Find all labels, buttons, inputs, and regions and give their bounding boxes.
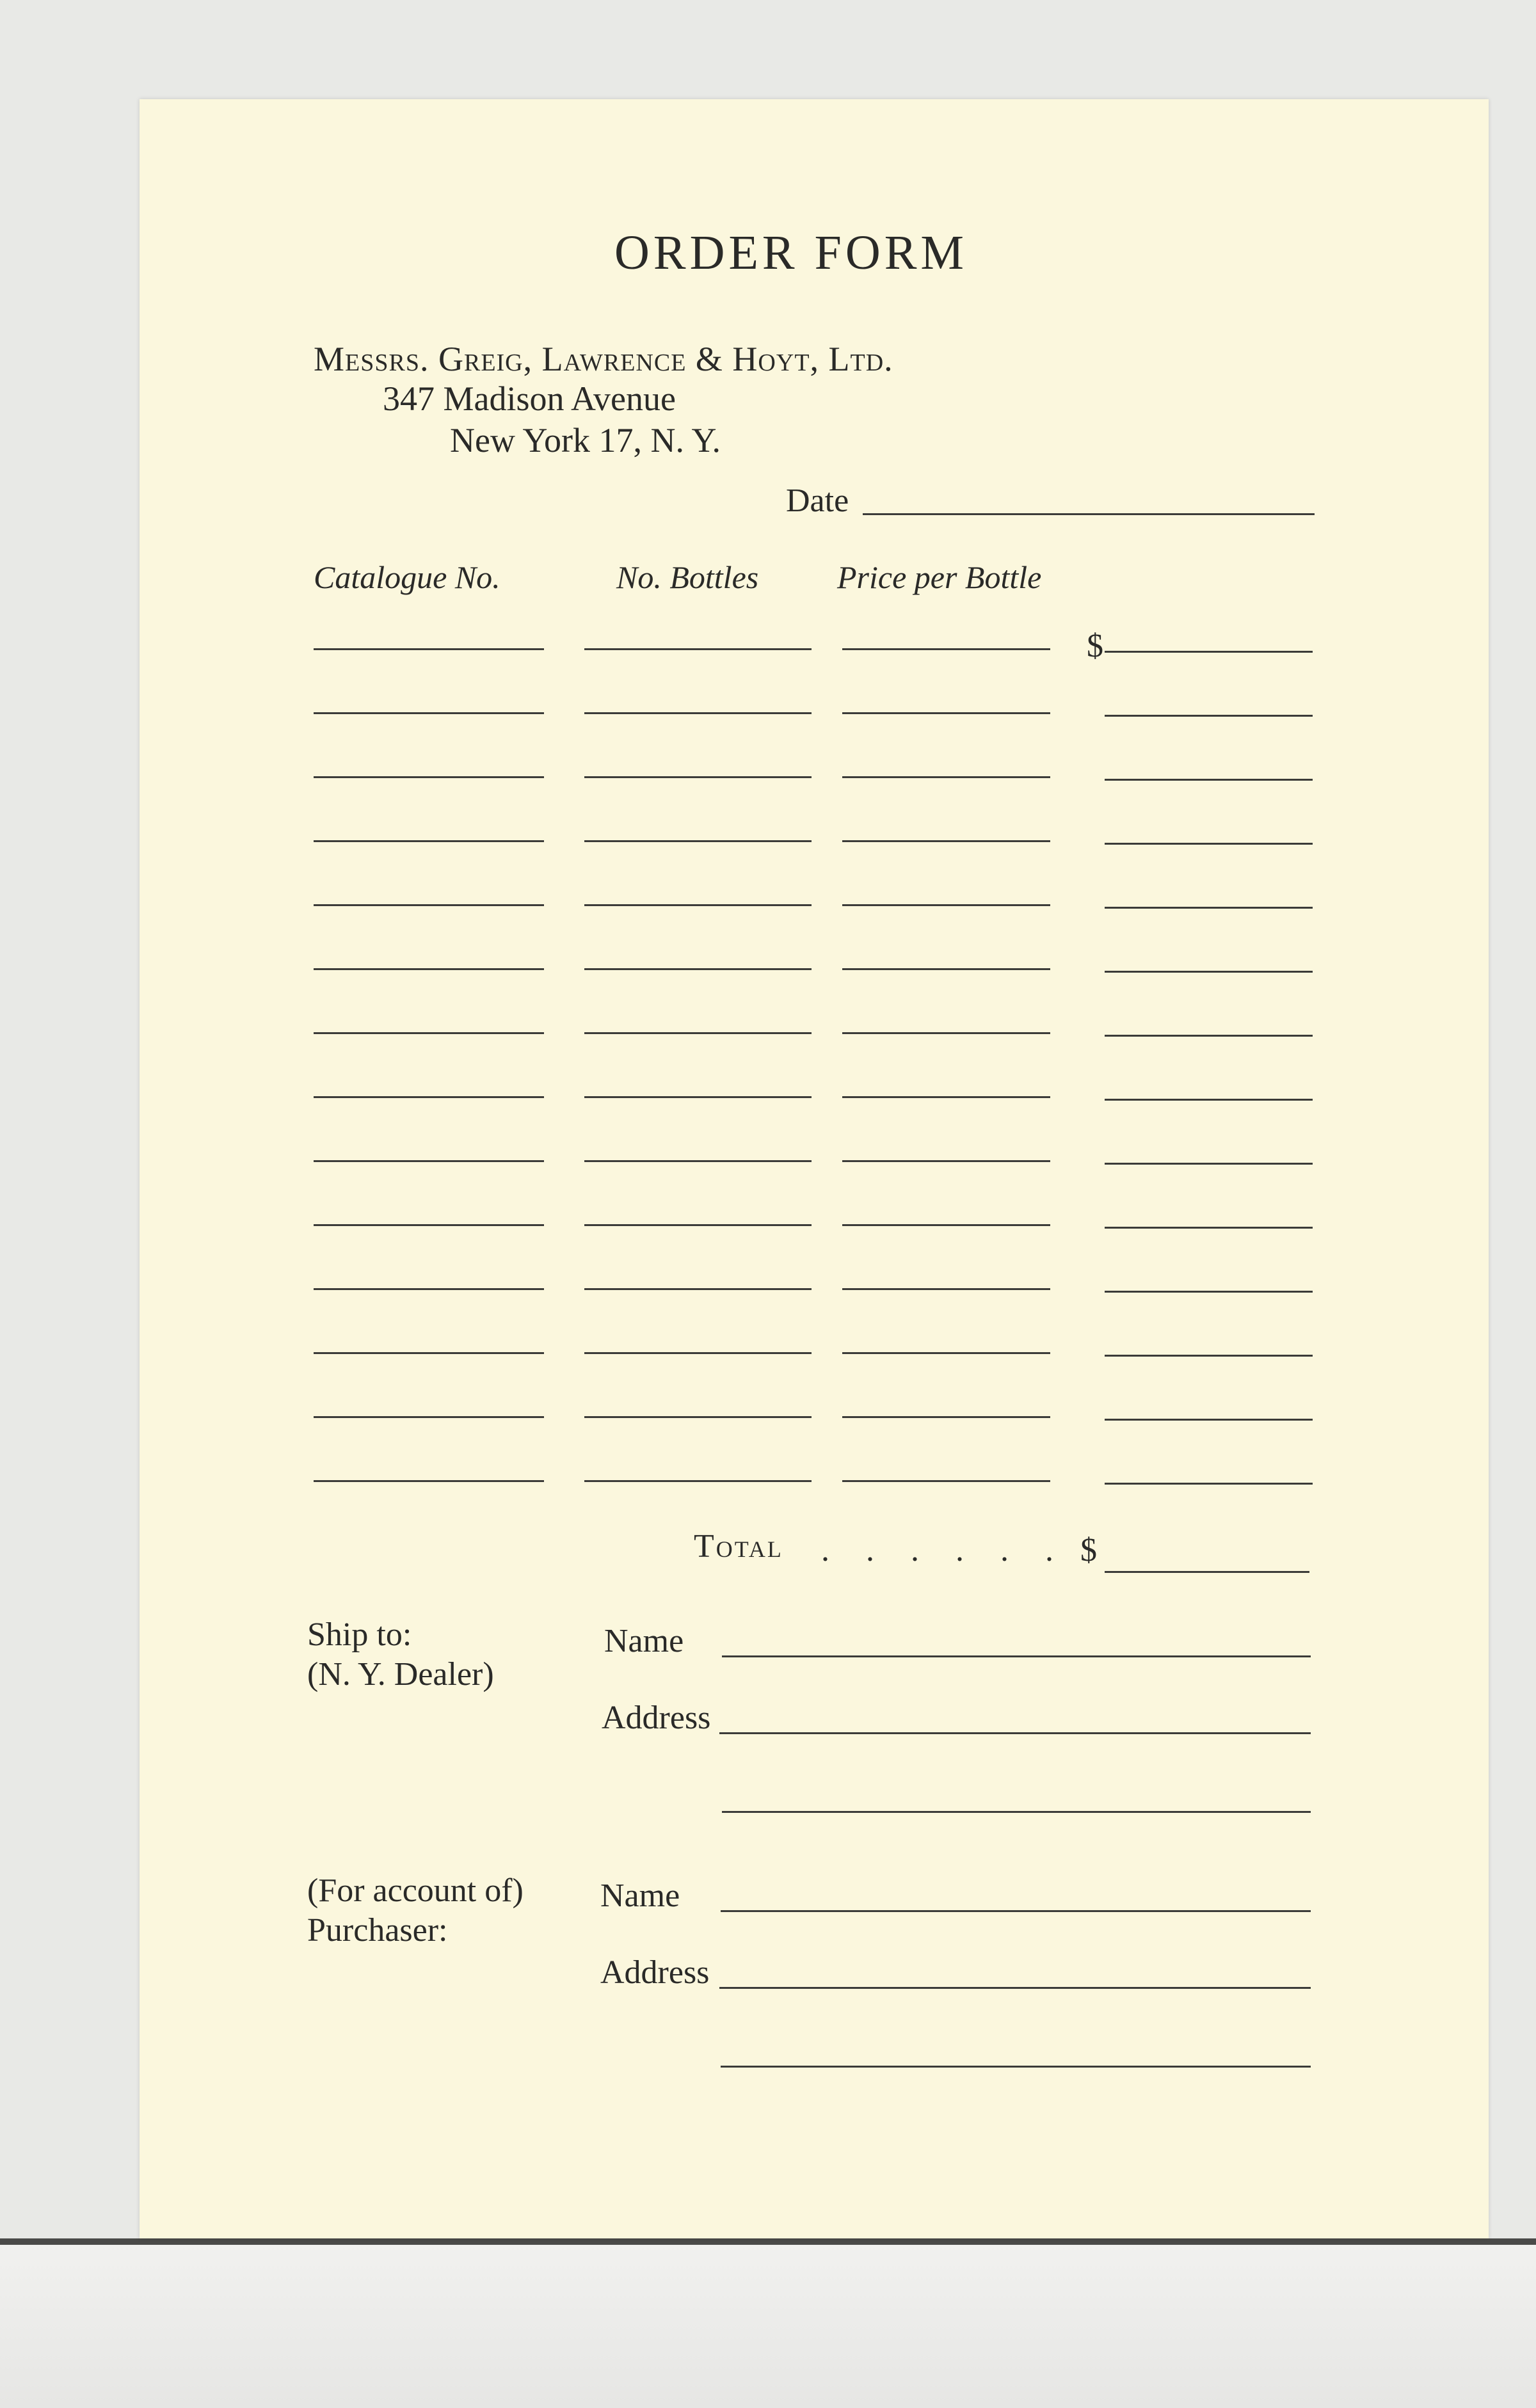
catalogue-no-field[interactable]	[314, 712, 544, 714]
date-label: Date	[786, 482, 849, 519]
catalogue-no-field[interactable]	[314, 840, 544, 842]
price-per-bottle-field[interactable]	[842, 1032, 1050, 1034]
price-per-bottle-field[interactable]	[842, 1352, 1050, 1354]
price-per-bottle-field[interactable]	[842, 1160, 1050, 1162]
price-per-bottle-field[interactable]	[842, 1224, 1050, 1226]
amount-field[interactable]	[1105, 1483, 1313, 1485]
total-dots: . . . . . .	[821, 1532, 1068, 1568]
price-per-bottle-field[interactable]	[842, 1416, 1050, 1418]
catalogue-no-field[interactable]	[314, 776, 544, 778]
catalogue-no-field[interactable]	[314, 1032, 544, 1034]
no-bottles-field[interactable]	[584, 1096, 812, 1098]
firm-street: 347 Madison Avenue	[383, 379, 676, 418]
total-field[interactable]	[1105, 1571, 1309, 1573]
no-bottles-field[interactable]	[584, 712, 812, 714]
amount-field[interactable]	[1105, 1099, 1313, 1101]
no-bottles-field[interactable]	[584, 776, 812, 778]
form-title: ORDER FORM	[614, 226, 968, 280]
ship-to-label: Ship to:	[307, 1616, 412, 1653]
order-form-sheet	[140, 99, 1489, 2238]
amount-field[interactable]	[1105, 971, 1313, 973]
amount-field[interactable]	[1105, 907, 1313, 909]
price-per-bottle-header: Price per Bottle	[837, 559, 1042, 595]
price-per-bottle-field[interactable]	[842, 776, 1050, 778]
ship-to-address-field[interactable]	[719, 1732, 1311, 1734]
catalogue-no-field[interactable]	[314, 1352, 544, 1354]
ship-to-name-field[interactable]	[722, 1655, 1311, 1657]
purchaser-name-field[interactable]	[721, 1910, 1311, 1912]
price-per-bottle-field[interactable]	[842, 1096, 1050, 1098]
catalogue-no-header: Catalogue No.	[314, 559, 500, 595]
ship-to-address-label: Address	[602, 1700, 711, 1736]
catalogue-no-field[interactable]	[314, 968, 544, 970]
catalogue-no-field[interactable]	[314, 1288, 544, 1290]
price-per-bottle-field[interactable]	[842, 712, 1050, 714]
firm-city: New York 17, N. Y.	[450, 421, 721, 459]
no-bottles-field[interactable]	[584, 1288, 812, 1290]
price-per-bottle-field[interactable]	[842, 904, 1050, 906]
purchaser-address-field-2[interactable]	[721, 2066, 1311, 2068]
amount-field[interactable]	[1105, 1355, 1313, 1357]
amount-field[interactable]	[1105, 779, 1313, 781]
catalogue-no-field[interactable]	[314, 648, 544, 650]
no-bottles-field[interactable]	[584, 968, 812, 970]
amount-field[interactable]	[1105, 715, 1313, 717]
catalogue-no-field[interactable]	[314, 1224, 544, 1226]
no-bottles-header: No. Bottles	[616, 559, 759, 595]
price-per-bottle-field[interactable]	[842, 648, 1050, 650]
amount-field[interactable]	[1105, 1035, 1313, 1037]
currency-symbol: $	[1087, 628, 1103, 664]
total-currency-symbol: $	[1080, 1532, 1097, 1568]
ship-to-dealer-label: (N. Y. Dealer)	[307, 1656, 494, 1693]
date-field[interactable]	[863, 513, 1315, 515]
purchaser-label: Purchaser:	[307, 1912, 448, 1949]
catalogue-no-field[interactable]	[314, 1416, 544, 1418]
amount-field[interactable]	[1105, 651, 1313, 653]
amount-field[interactable]	[1105, 843, 1313, 845]
price-per-bottle-field[interactable]	[842, 1288, 1050, 1290]
amount-field[interactable]	[1105, 1163, 1313, 1165]
scanner-background	[0, 2243, 1536, 2408]
catalogue-no-field[interactable]	[314, 904, 544, 906]
catalogue-no-field[interactable]	[314, 1480, 544, 1482]
amount-field[interactable]	[1105, 1419, 1313, 1421]
catalogue-no-field[interactable]	[314, 1096, 544, 1098]
no-bottles-field[interactable]	[584, 1032, 812, 1034]
no-bottles-field[interactable]	[584, 904, 812, 906]
no-bottles-field[interactable]	[584, 1416, 812, 1418]
price-per-bottle-field[interactable]	[842, 1480, 1050, 1482]
no-bottles-field[interactable]	[584, 1352, 812, 1354]
catalogue-no-field[interactable]	[314, 1160, 544, 1162]
price-per-bottle-field[interactable]	[842, 840, 1050, 842]
total-label: Total	[694, 1528, 783, 1565]
amount-field[interactable]	[1105, 1227, 1313, 1229]
no-bottles-field[interactable]	[584, 1224, 812, 1226]
for-account-of-label: (For account of)	[307, 1872, 524, 1909]
ship-to-name-label: Name	[604, 1623, 684, 1659]
firm-name: Messrs. Greig, Lawrence & Hoyt, Ltd.	[314, 340, 893, 378]
price-per-bottle-field[interactable]	[842, 968, 1050, 970]
ship-to-address-field-2[interactable]	[722, 1811, 1311, 1813]
no-bottles-field[interactable]	[584, 648, 812, 650]
scanner-edge	[0, 2238, 1536, 2245]
purchaser-address-field[interactable]	[719, 1987, 1311, 1989]
purchaser-address-label: Address	[600, 1954, 710, 1991]
no-bottles-field[interactable]	[584, 1160, 812, 1162]
no-bottles-field[interactable]	[584, 840, 812, 842]
purchaser-name-label: Name	[600, 1878, 680, 1914]
no-bottles-field[interactable]	[584, 1480, 812, 1482]
amount-field[interactable]	[1105, 1291, 1313, 1293]
